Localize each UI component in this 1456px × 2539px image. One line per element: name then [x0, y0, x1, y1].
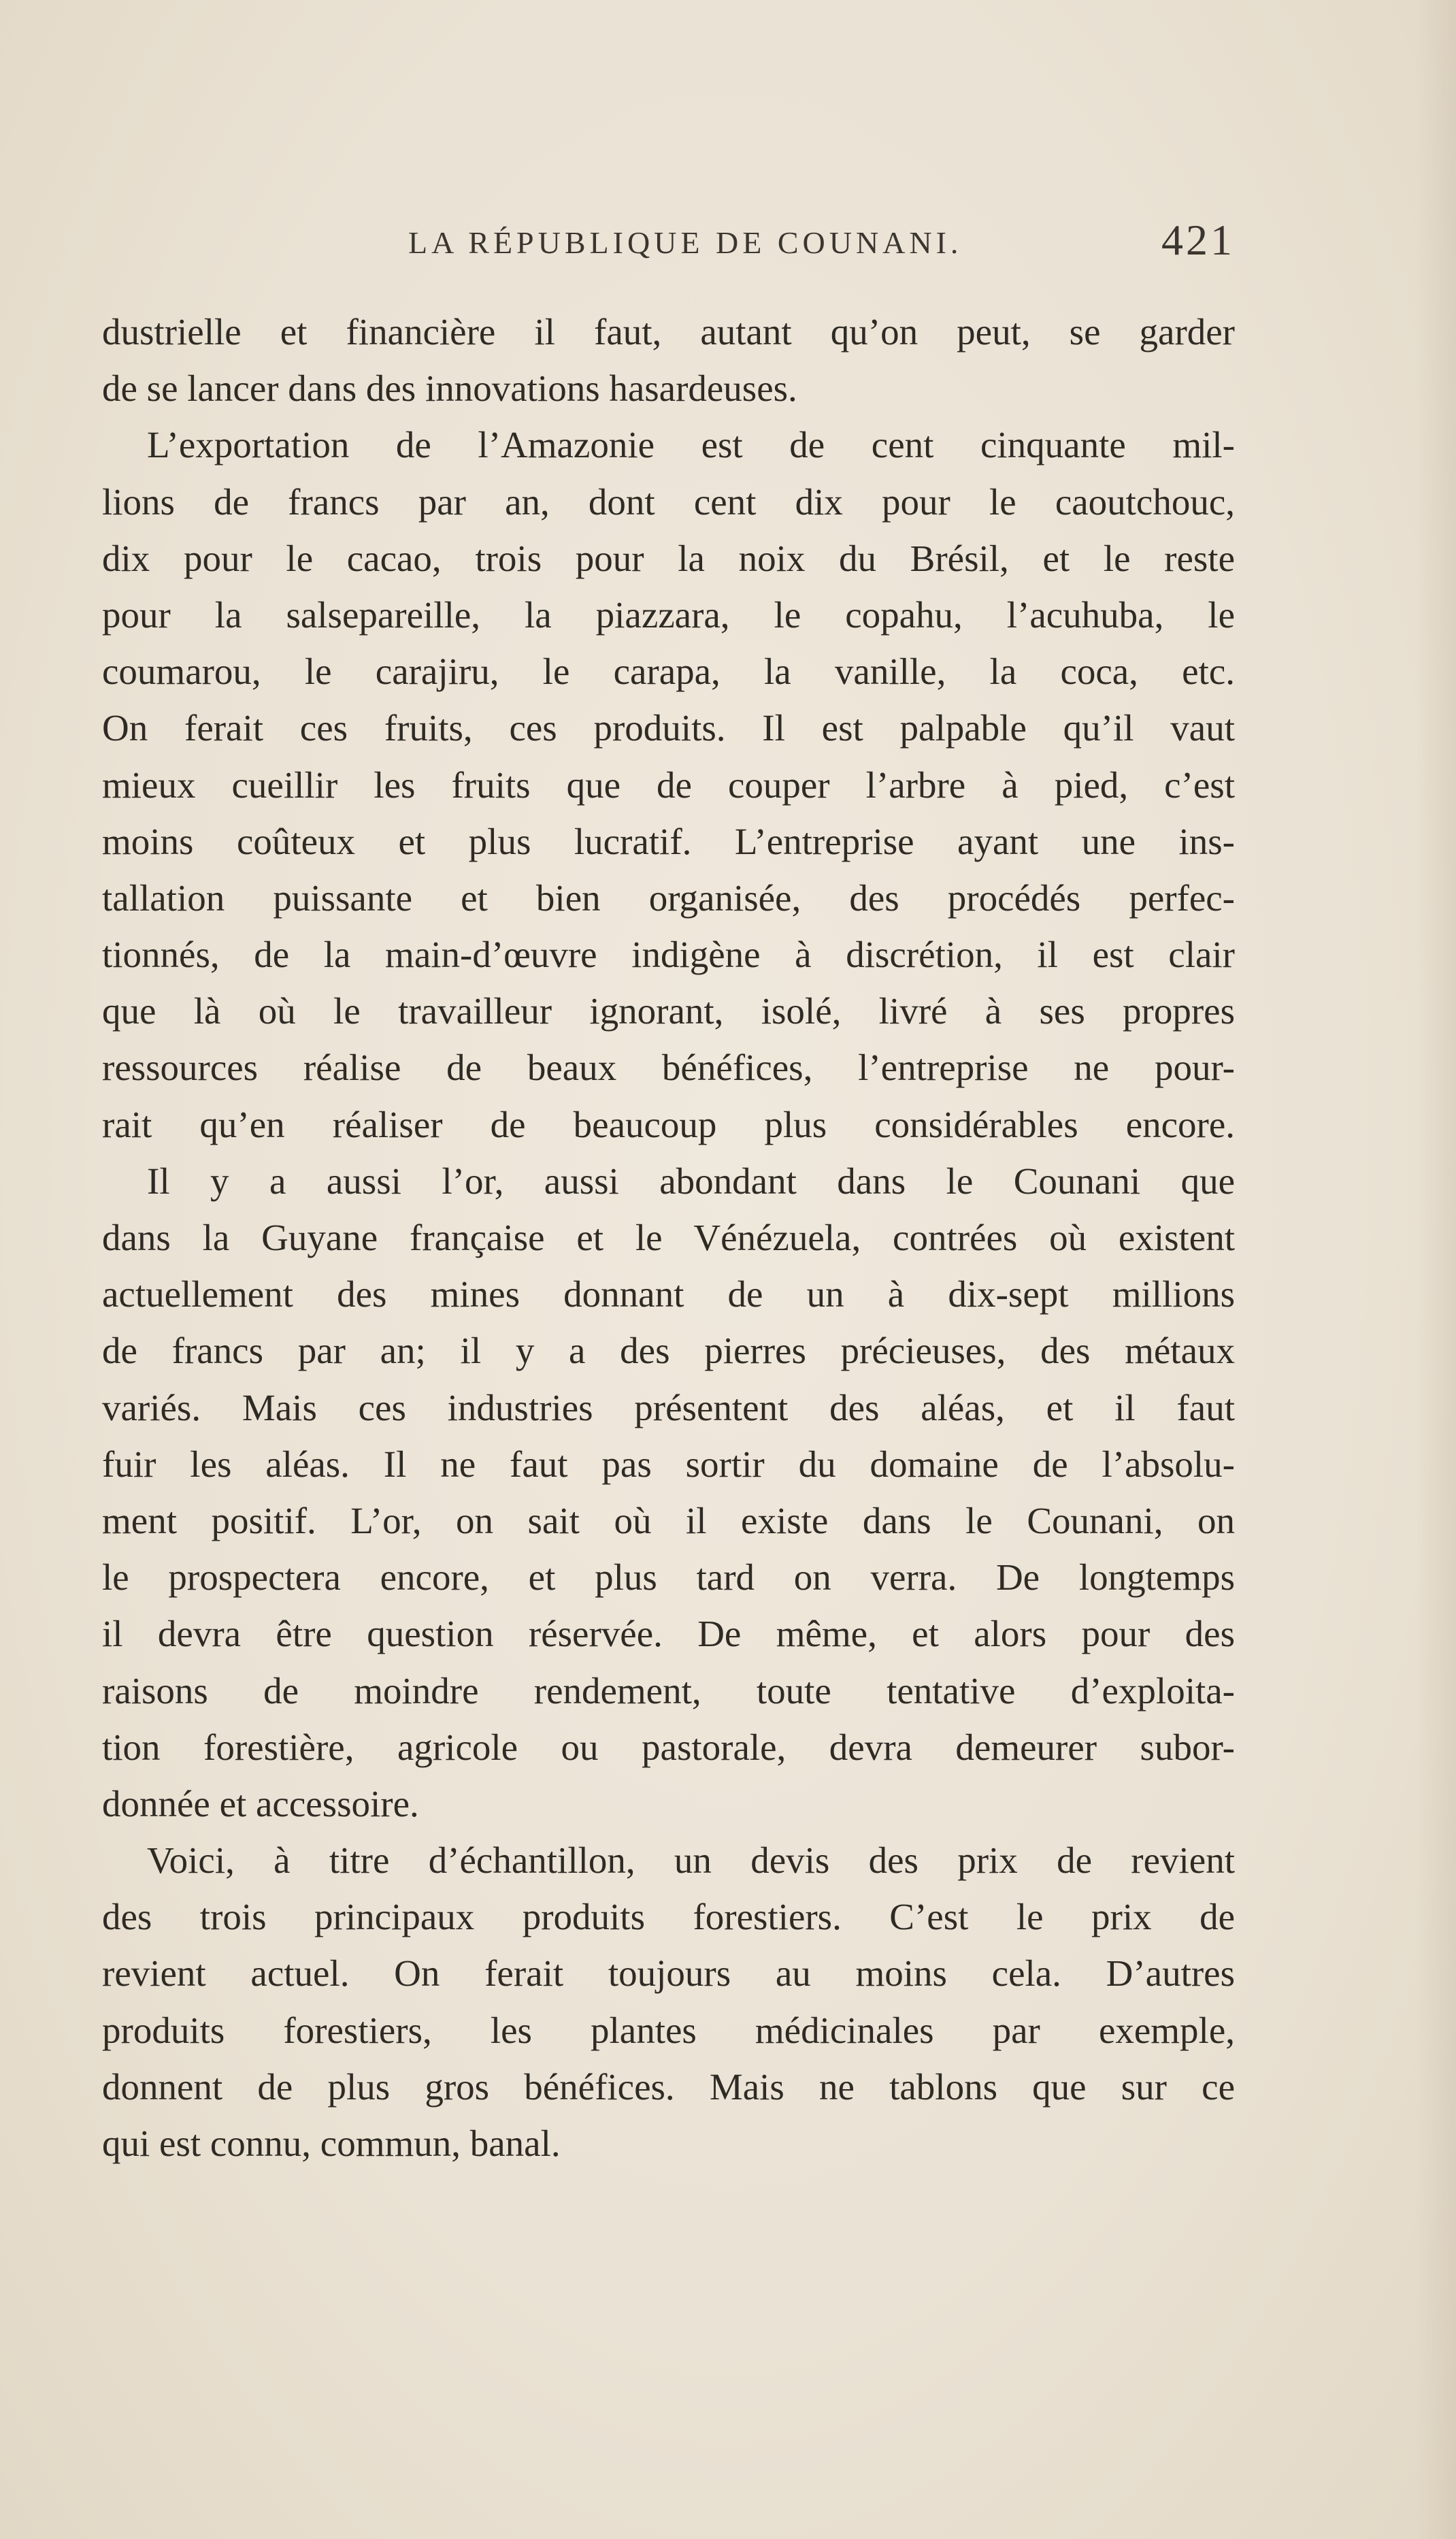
text-line: rait qu’en réaliser de beaucoup plus considérables encore.: [102, 1103, 1235, 1145]
text-line: actuellement des mines donnant de un à dix-sept millions: [102, 1273, 1235, 1315]
running-head-title: LA RÉPUBLIQUE DE COUNANI.: [408, 225, 963, 260]
text-line: lions de francs par an, dont cent dix pour le caoutchouc,: [102, 480, 1235, 523]
page-number: 421: [1161, 216, 1235, 264]
text-line: moins coûteux et plus lucratif. L’entreprise ayant une ins-: [102, 820, 1235, 862]
text-line: revient actuel. On ferait toujours au moins cela. D’autres: [102, 1952, 1235, 1995]
text-line: variés. Mais ces industries présentent des aléas, et il faut: [102, 1386, 1235, 1428]
text-line: dix pour le cacao, trois pour la noix du Brésil, et le reste: [102, 537, 1235, 579]
text-line: dustrielle et financière il faut, autant qu’on peut, se garder: [102, 311, 1235, 353]
text-line: tion forestière, agricole ou pastorale, devra demeurer subor-: [102, 1726, 1235, 1768]
text-line: coumarou, le carajiru, le carapa, la vanille, la coca, etc.: [102, 651, 1235, 693]
text-line: Il y a aussi l’or, aussi abondant dans le Counani que: [147, 1160, 1235, 1202]
text-line: des trois principaux produits forestiers. C’est le prix de: [102, 1896, 1235, 1938]
text-line: ment positif. L’or, on sait où il existe dans le Counani, on: [102, 1499, 1235, 1541]
text-line: mieux cueillir les fruits que de couper l’arbre à pied, c’est: [102, 764, 1235, 806]
text-line: On ferait ces fruits, ces produits. Il est palpable qu’il vaut: [102, 707, 1235, 749]
text-line: donnée et accessoire.: [102, 1782, 419, 1824]
body-text: [102, 304, 1235, 2172]
text-line: dans la Guyane française et le Vénézuela, contrées où existent: [102, 1217, 1235, 1258]
text-line: raisons de moindre rendement, toute tentative d’exploita-: [102, 1669, 1235, 1711]
text-line: pour la salsepareille, la piazzara, le copahu, l’acuhuba, le: [102, 593, 1235, 636]
text-line: L’exportation de l’Amazonie est de cent cinquante mil-: [147, 424, 1235, 466]
text-line: Voici, à titre d’échantillon, un devis des prix de revient: [147, 1839, 1235, 1882]
text-line: de se lancer dans des innovations hasardeuses.: [102, 367, 797, 410]
page-edge-shadow: [1415, 0, 1456, 2539]
text-line: le prospectera encore, et plus tard on verra. De longtemps: [102, 1556, 1235, 1599]
text-line: fuir les aléas. Il ne faut pas sortir du domaine de l’absolu-: [102, 1443, 1235, 1485]
text-line: il devra être question réservée. De même, et alors pour des: [102, 1613, 1235, 1655]
text-line: que là où le travailleur ignorant, isolé, livré à ses propres: [102, 990, 1235, 1032]
text-line: tallation puissante et bien organisée, des procédés perfec-: [102, 877, 1235, 919]
running-head: [102, 216, 1235, 272]
text-line: produits forestiers, les plantes médicinales par exemple,: [102, 2009, 1235, 2051]
text-line: de francs par an; il y a des pierres précieuses, des métaux: [102, 1330, 1235, 1372]
text-line: qui est connu, commun, banal.: [102, 2123, 561, 2164]
text-line: donnent de plus gros bénéfices. Mais ne tablons que sur ce: [102, 2065, 1235, 2108]
text-line: tionnés, de la main-d’œuvre indigène à discrétion, il est clair: [102, 934, 1235, 976]
text-line: ressources réalise de beaux bénéfices, l’entreprise ne pour-: [102, 1047, 1235, 1089]
